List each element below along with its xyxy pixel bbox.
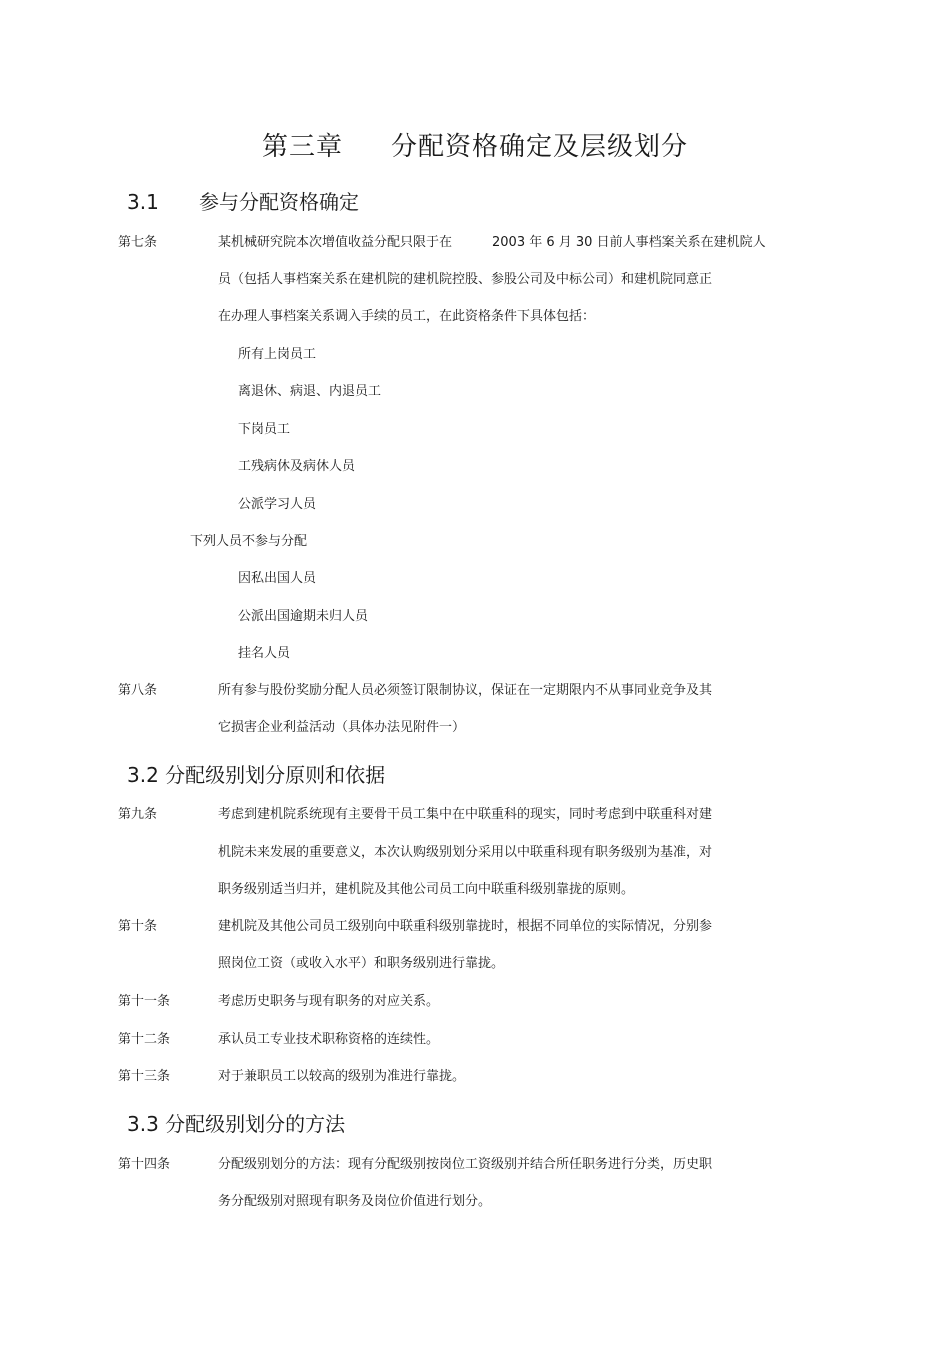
list-heading: 下列人员不参与分配	[190, 534, 308, 549]
article-text: 考虑历史职务与现有职务的对应关系。	[218, 994, 440, 1009]
article-text: 务分配级别对照现有职务及岗位价值进行划分。	[218, 1194, 492, 1209]
list-item: 下岗员工	[238, 422, 291, 437]
list-item: 公派出国逾期未归人员	[238, 609, 369, 624]
chapter-title	[0, 126, 950, 163]
article-text: 职务级别适当归并，建机院及其他公司员工向中联重科级别靠拢的原则。	[218, 882, 635, 897]
article-text: 分配级别划分的方法：现有分配级别按岗位工资级别并结合所任职务进行分类，历史职	[218, 1157, 713, 1172]
article-text: 所有参与股份奖励分配人员必须签订限制协议，保证在一定期限内不从事同业竞争及其	[218, 683, 713, 698]
article-label: 第十条	[118, 919, 158, 934]
list-item: 离退休、病退、内退员工	[238, 384, 382, 399]
list-item: 工残病休及病休人员	[238, 459, 356, 474]
article-text: 机院未来发展的重要意义，本次认购级别划分采用以中联重科现有职务级别为基准，对	[218, 845, 713, 860]
chapter-name: 分配资格确定及层级划分	[391, 132, 689, 162]
article-label: 第八条	[118, 683, 158, 698]
section-heading	[127, 186, 359, 215]
article-label: 第十三条	[118, 1069, 171, 1084]
article-label: 第十四条	[118, 1157, 171, 1172]
article-text-segment: 某机械研究院本次增值收益分配只限于在	[218, 235, 453, 250]
article-text-segment: 2003 年 6 月 30 日前人事档案关系在建机院人	[492, 235, 766, 250]
article-text: 承认员工专业技术职称资格的连续性。	[218, 1032, 440, 1047]
article-text: 它损害企业利益活动（具体办法见附件一）	[218, 720, 466, 735]
section-heading	[127, 759, 385, 788]
section-title: 参与分配资格确定	[199, 190, 359, 214]
article-text: 考虑到建机院系统现有主要骨干员工集中在中联重科的现实，同时考虑到中联重科对建	[218, 807, 713, 822]
article-text: 员（包括人事档案关系在建机院的建机院控股、参股公司及中标公司）和建机院同意正	[218, 272, 713, 287]
article-label: 第十二条	[118, 1032, 171, 1047]
article-text: 建机院及其他公司员工级别向中联重科级别靠拢时，根据不同单位的实际情况，分别参	[218, 919, 713, 934]
list-item: 因私出国人员	[238, 571, 317, 586]
article-text: 照岗位工资（或收入水平）和职务级别进行靠拢。	[218, 956, 505, 971]
article-text: 对于兼职员工以较高的级别为准进行靠拢。	[218, 1069, 466, 1084]
chapter-number: 第三章	[261, 132, 343, 162]
article-text: 在办理人事档案关系调入手续的员工，在此资格条件下具体包括：	[218, 309, 596, 324]
section-title: 分配级别划分原则和依据	[165, 763, 386, 787]
list-item: 挂名人员	[238, 646, 291, 661]
section-title: 分配级别划分的方法	[165, 1112, 346, 1136]
section-number: 3.2	[127, 763, 159, 787]
list-item: 公派学习人员	[238, 497, 317, 512]
section-number: 3.3	[127, 1112, 159, 1136]
article-label: 第九条	[118, 807, 158, 822]
article-label: 第七条	[118, 235, 158, 250]
section-number: 3.1	[127, 190, 159, 214]
article-text	[218, 231, 766, 250]
section-heading	[127, 1108, 345, 1137]
list-item: 所有上岗员工	[238, 347, 317, 362]
article-label: 第十一条	[118, 994, 171, 1009]
